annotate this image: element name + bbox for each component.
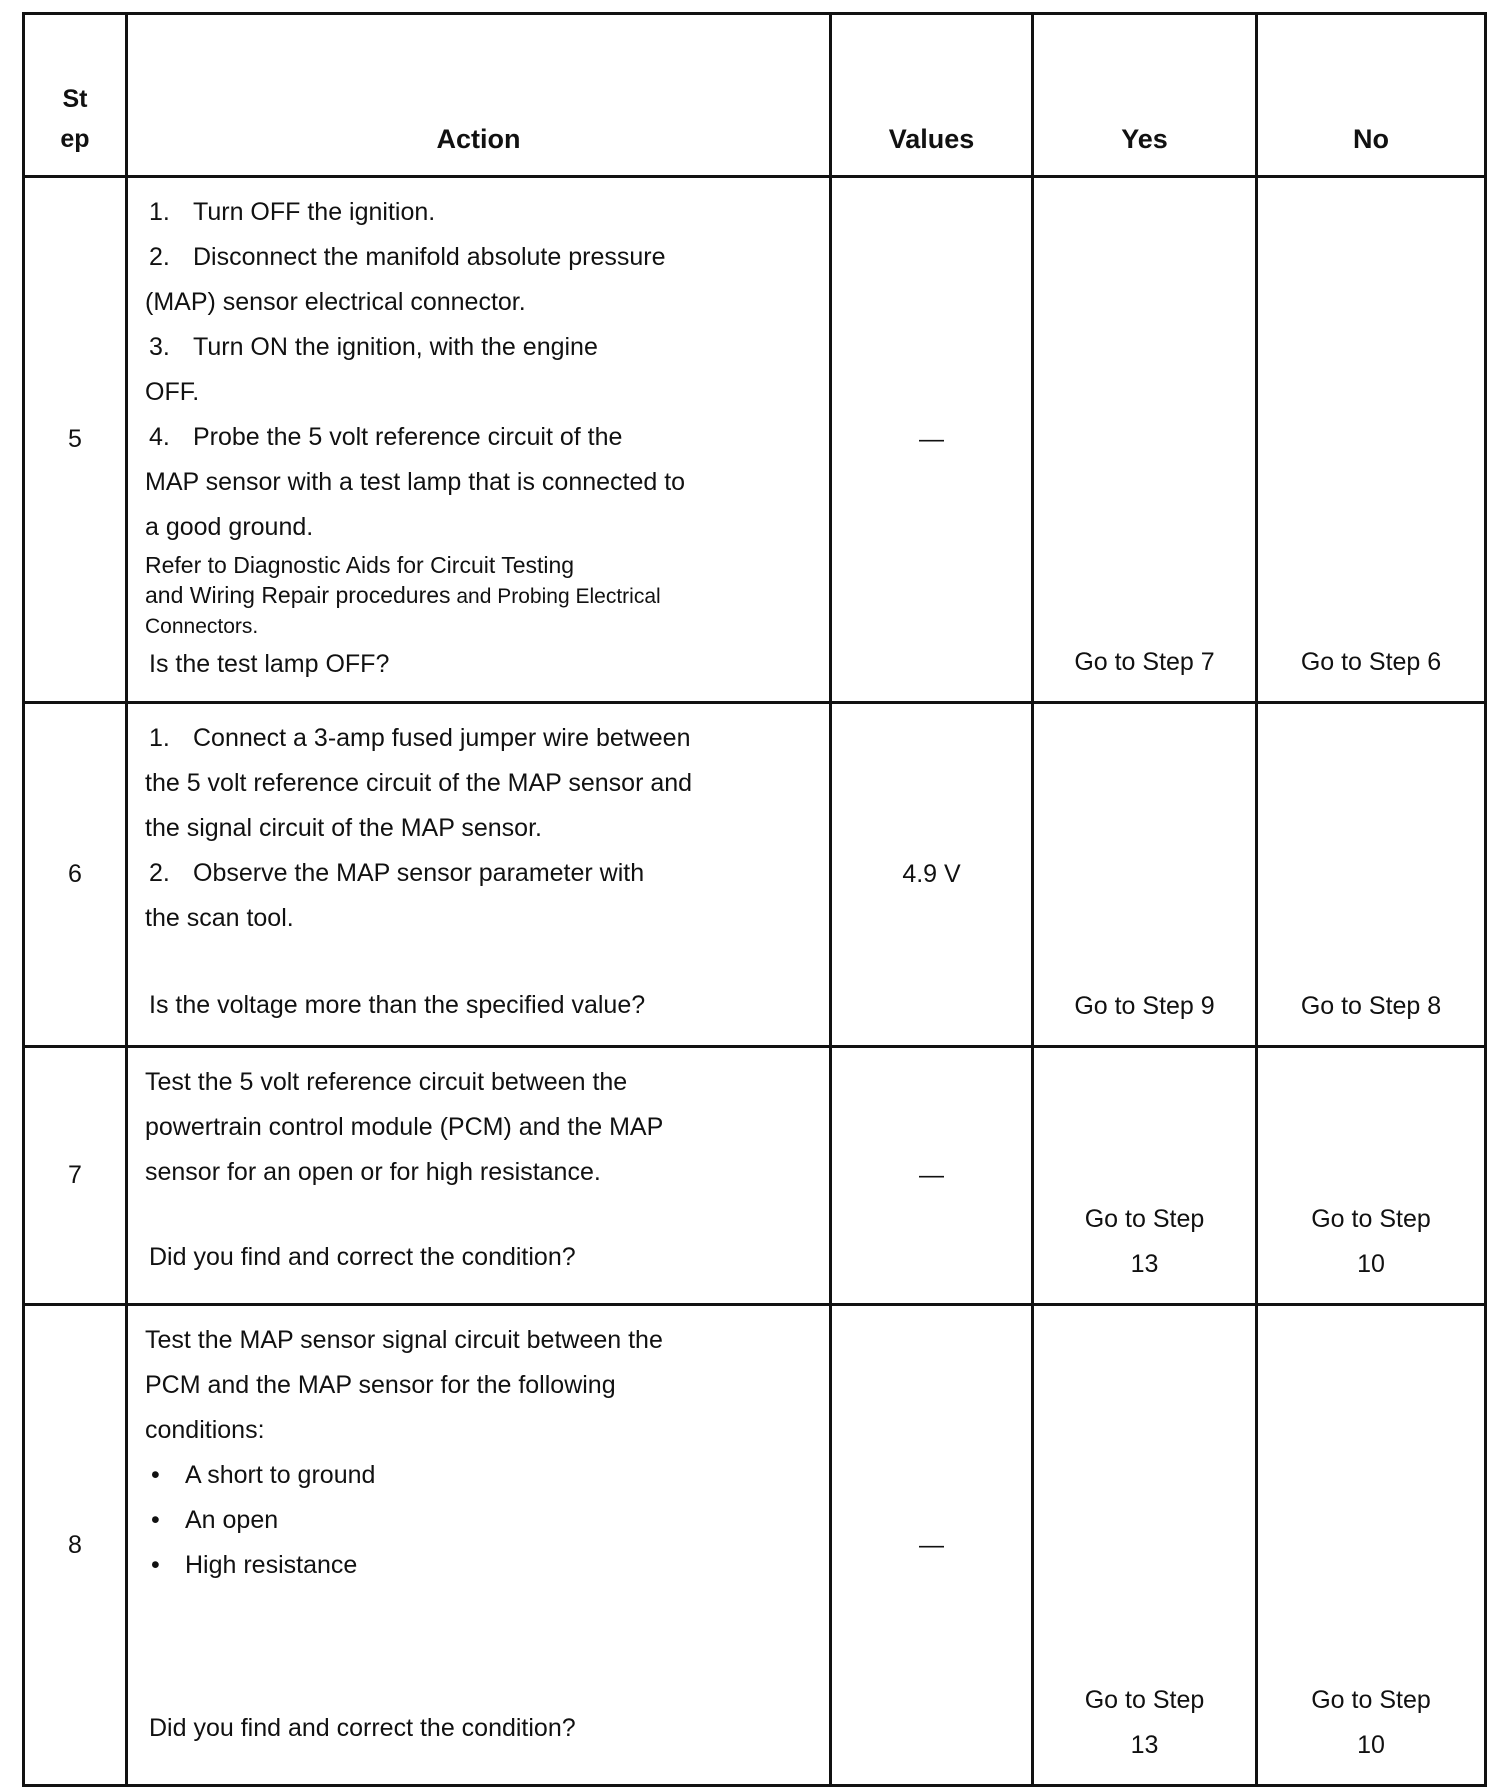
action-line bbox=[145, 806, 815, 851]
yes-result: Go to Step 7 bbox=[1033, 177, 1257, 703]
yes-result-line1: Go to Step bbox=[1084, 1686, 1205, 1714]
action-text: Probe the 5 volt reference circuit of the bbox=[193, 423, 623, 451]
action-line bbox=[145, 370, 815, 415]
reference-line-2a: and Wiring Repair procedures bbox=[145, 582, 451, 608]
action-text: Observe the MAP sensor parameter with bbox=[193, 859, 645, 887]
bullet-text: An open bbox=[185, 1506, 279, 1534]
action-text: the scan tool. bbox=[145, 904, 294, 932]
reference-line-3: Connectors. bbox=[145, 615, 259, 638]
action-line: PCM and the MAP sensor for the following bbox=[145, 1371, 616, 1399]
action-text: a good ground. bbox=[145, 513, 314, 541]
value-cell: — bbox=[831, 1047, 1033, 1305]
yes-result-line2: 13 bbox=[1130, 1731, 1159, 1759]
table-row-step-8 bbox=[24, 1305, 1486, 1786]
step-number: 7 bbox=[24, 1047, 127, 1305]
header-action: Action bbox=[127, 14, 831, 177]
no-result: Go to Step 6 bbox=[1257, 177, 1486, 703]
action-text: Turn ON the ignition, with the engine bbox=[193, 333, 598, 361]
action-line bbox=[145, 716, 815, 761]
bullet-text: High resistance bbox=[185, 1551, 358, 1579]
action-line bbox=[145, 280, 815, 325]
value-cell: — bbox=[831, 1305, 1033, 1786]
yes-result bbox=[1033, 1305, 1257, 1786]
action-num: 1. bbox=[149, 198, 170, 226]
question-text: Is the voltage more than the specified value? bbox=[149, 991, 646, 1019]
no-result-line1: Go to Step bbox=[1311, 1205, 1431, 1233]
no-result bbox=[1257, 1047, 1486, 1305]
header-values: Values bbox=[831, 14, 1033, 177]
header-no: No bbox=[1257, 14, 1486, 177]
table-row-step-5 bbox=[24, 177, 1486, 703]
header-yes: Yes bbox=[1033, 14, 1257, 177]
bullet-item bbox=[145, 1498, 815, 1543]
action-num: 2. bbox=[149, 243, 170, 271]
action-text: Turn OFF the ignition. bbox=[193, 198, 436, 226]
yes-result: Go to Step 9 bbox=[1033, 703, 1257, 1047]
reference-line-1: Refer to Diagnostic Aids for Circuit Testing bbox=[145, 552, 575, 578]
bullet-item bbox=[145, 1453, 815, 1498]
action-line bbox=[145, 761, 815, 806]
action-text: MAP sensor with a test lamp that is connected to bbox=[145, 468, 686, 496]
action-num: 4. bbox=[149, 423, 170, 451]
header-row bbox=[24, 14, 1486, 177]
step-number: 8 bbox=[24, 1305, 127, 1786]
action-line: Test the 5 volt reference circuit between the bbox=[145, 1068, 628, 1096]
action-line: sensor for an open or for high resistance. bbox=[145, 1158, 601, 1186]
bullet-mark: • bbox=[151, 1506, 160, 1534]
question-text: Is the test lamp OFF? bbox=[149, 650, 390, 678]
action-text: OFF. bbox=[145, 378, 200, 406]
bullet-text: A short to ground bbox=[185, 1461, 376, 1489]
no-result-line2: 10 bbox=[1357, 1731, 1385, 1759]
value-cell: — bbox=[831, 177, 1033, 703]
yes-result-line1: Go to Step bbox=[1084, 1205, 1205, 1233]
action-num: 2. bbox=[149, 859, 170, 887]
action-line bbox=[145, 460, 815, 505]
step-number: 6 bbox=[24, 703, 127, 1047]
no-result-line1: Go to Step bbox=[1311, 1686, 1431, 1714]
question-text: Did you find and correct the condition? bbox=[149, 1243, 576, 1271]
header-step-line2: ep bbox=[60, 125, 90, 153]
header-step bbox=[24, 14, 127, 177]
action-line: conditions: bbox=[145, 1416, 265, 1444]
bullet-mark: • bbox=[151, 1461, 160, 1489]
reference-line-2b: and Probing Electrical bbox=[450, 585, 661, 608]
action-text: Disconnect the manifold absolute pressure bbox=[193, 243, 666, 271]
action-cell bbox=[127, 1305, 831, 1786]
action-line bbox=[145, 325, 815, 370]
action-text: (MAP) sensor electrical connector. bbox=[145, 288, 526, 316]
action-num: 3. bbox=[149, 333, 170, 361]
action-text: Connect a 3-amp fused jumper wire between bbox=[193, 724, 691, 752]
question-text: Did you find and correct the condition? bbox=[149, 1714, 576, 1742]
diagnostic-table bbox=[22, 12, 1487, 1787]
action-line bbox=[145, 505, 815, 550]
action-line: powertrain control module (PCM) and the MAP bbox=[145, 1113, 664, 1141]
action-num: 1. bbox=[149, 724, 170, 752]
action-line: Test the MAP sensor signal circuit between the bbox=[145, 1326, 663, 1354]
action-line bbox=[145, 896, 815, 941]
step-number: 5 bbox=[24, 177, 127, 703]
no-result: Go to Step 8 bbox=[1257, 703, 1486, 1047]
action-line bbox=[145, 851, 815, 896]
value-cell: 4.9 V bbox=[831, 703, 1033, 1047]
action-line bbox=[145, 235, 815, 280]
action-cell bbox=[127, 703, 831, 1047]
reference-note bbox=[145, 550, 815, 642]
action-line bbox=[145, 190, 815, 235]
header-step-line1: St bbox=[62, 85, 88, 113]
action-cell bbox=[127, 1047, 831, 1305]
table-row-step-6 bbox=[24, 703, 1486, 1047]
yes-result bbox=[1033, 1047, 1257, 1305]
no-result-line2: 10 bbox=[1357, 1250, 1385, 1278]
yes-result-line2: 13 bbox=[1130, 1250, 1159, 1278]
bullet-item bbox=[145, 1543, 815, 1588]
no-result bbox=[1257, 1305, 1486, 1786]
bullet-mark: • bbox=[151, 1551, 160, 1579]
action-text: the signal circuit of the MAP sensor. bbox=[145, 814, 542, 842]
action-text: the 5 volt reference circuit of the MAP sensor and bbox=[145, 769, 693, 797]
action-line bbox=[145, 415, 815, 460]
action-cell bbox=[127, 177, 831, 703]
table-row-step-7 bbox=[24, 1047, 1486, 1305]
